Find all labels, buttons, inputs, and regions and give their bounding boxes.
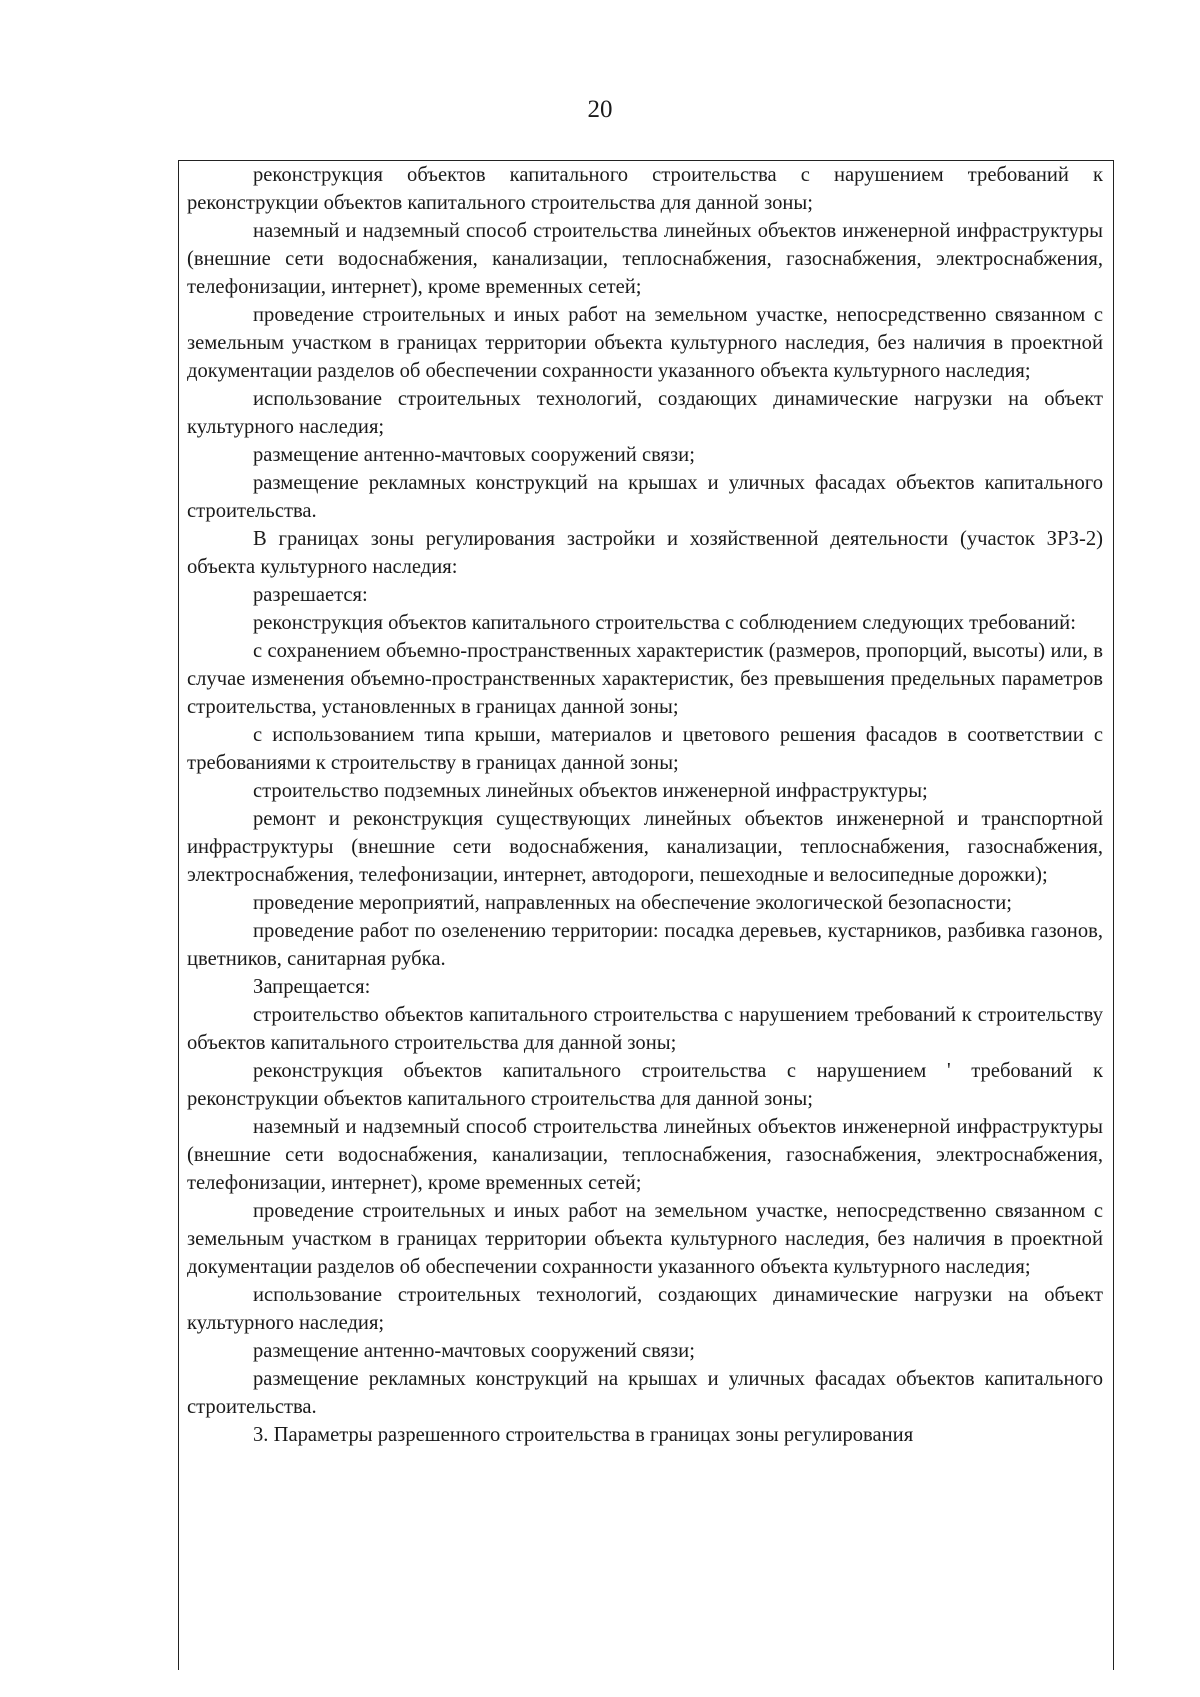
paragraph: размещение рекламных конструкций на крышах и уличных фасадах объектов капитального строительства. [187,472,1103,522]
page-number: 20 [587,96,613,123]
paragraph: наземный и надземный способ строительства линейных объектов инженерной инфраструктуры (внешние сети водоснабжения, канализации, теплоснабжения, газоснабжения, электроснабжения, телефонизации, интернет), кроме временных сетей; [187,1116,1103,1194]
paragraph: В границах зоны регулирования застройки и хозяйственной деятельности (участок ЗРЗ-2) объекта культурного наследия: [187,528,1103,578]
paragraph: с использованием типа крыши, материалов и цветового решения фасадов в соответствии с требованиями к строительству в границах данной зоны; [187,724,1103,774]
paragraph: размещение антенно-мачтовых сооружений связи; [253,444,695,466]
paragraph: проведение строительных и иных работ на земельном участке, непосредственно связанном с земельным участком в границах территории объекта культурного наследия, без наличия в проектной документации разделов об обеспечении сохранности указанного объекта культурного наследия; [187,304,1103,382]
paragraph: проведение работ по озеленению территории: посадка деревьев, кустарников, разбивка газонов, цветников, санитарная рубка. [187,920,1103,970]
paragraph: использование строительных технологий, создающих динамические нагрузки на объект культурного наследия; [187,1284,1103,1334]
paragraph: реконструкция объектов капитального строительства с нарушением ' требований к реконструкции объектов капитального строительства для данной зоны; [187,1060,1103,1110]
paragraph: ремонт и реконструкция существующих линейных объектов инженерной и транспортной инфраструктуры (внешние сети водоснабжения, канализации, теплоснабжения, газоснабжения, электроснабжения, телефонизации, интернет, автодороги, пешеходные и велосипедные дорожки); [187,808,1103,886]
paragraph: размещение рекламных конструкций на крышах и уличных фасадах объектов капитального строительства. [187,1368,1103,1418]
paragraph: размещение антенно-мачтовых сооружений связи; [253,1340,695,1362]
paragraph: наземный и надземный способ строительства линейных объектов инженерной инфраструктуры (внешние сети водоснабжения, канализации, теплоснабжения, газоснабжения, электроснабжения, телефонизации, интернет), кроме временных сетей; [187,220,1103,298]
paragraph: строительство подземных линейных объектов инженерной инфраструктуры; [253,780,928,802]
document-body [178,160,1114,1670]
paragraph: строительство объектов капитального строительства с нарушением требований к строительству объектов капитального строительства для данной зоны; [187,1004,1103,1054]
paragraph: 3. Параметры разрешенного строительства в границах зоны регулирования [253,1424,914,1446]
paragraph: разрешается: [253,584,368,606]
paragraph: реконструкция объектов капитального строительства с соблюдением следующих требований: [253,612,1076,634]
paragraph: с сохранением объемно-пространственных характеристик (размеров, пропорций, высоты) или, в случае изменения объемно-пространственных характеристик, без превышения предельных параметров строительства, установленных в границах данной зоны; [187,640,1103,718]
paragraph: проведение мероприятий, направленных на обеспечение экологической безопасности; [253,892,1012,914]
paragraph: использование строительных технологий, создающих динамические нагрузки на объект культурного наследия; [187,388,1103,438]
paragraph: проведение строительных и иных работ на земельном участке, непосредственно связанном с земельным участком в границах территории объекта культурного наследия, без наличия в проектной документации разделов об обеспечении сохранности указанного объекта культурного наследия; [187,1200,1103,1278]
paragraph: Запрещается: [253,976,371,998]
paragraph: реконструкция объектов капитального строительства с нарушением требований к реконструкции объектов капитального строительства для данной зоны; [187,164,1103,214]
